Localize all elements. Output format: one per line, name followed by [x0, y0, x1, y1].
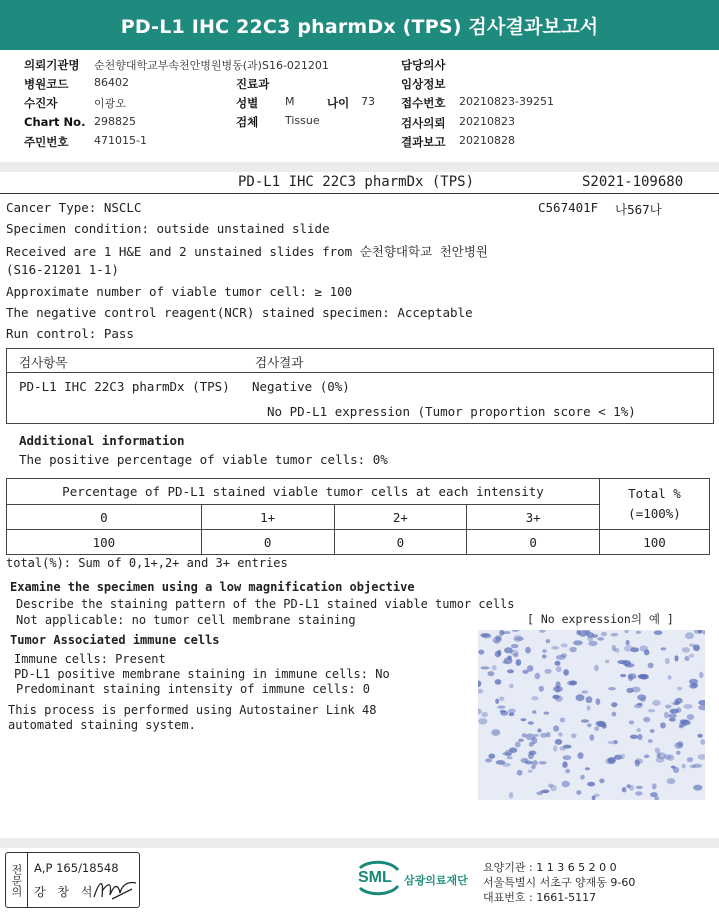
cell-nucleus [635, 791, 643, 795]
total-header-1: Total % [628, 486, 681, 501]
cell-nucleus [664, 712, 669, 719]
cell-nucleus [563, 755, 572, 760]
val-3plus: 0 [467, 530, 600, 555]
cell-nucleus [594, 665, 599, 671]
table-row [7, 530, 710, 555]
examine-heading: Examine the specimen using a low magnification objective [10, 580, 415, 594]
cell-nucleus [478, 689, 483, 694]
cell-nucleus [586, 696, 593, 703]
cell-nucleus [657, 752, 661, 758]
result-note: No PD-L1 expression (Tumor proportion score < 1%) [267, 404, 636, 419]
cell-nucleus [682, 647, 690, 653]
image-caption: [ No expression의 예 ] [527, 612, 674, 626]
additional-info [19, 433, 388, 467]
cell-nucleus [622, 787, 627, 793]
report-date-label: 결과보고 [401, 135, 446, 149]
cell-nucleus [605, 660, 609, 664]
val-2plus: 0 [334, 530, 467, 555]
cell-nucleus [569, 680, 577, 685]
cell-nucleus [668, 675, 672, 679]
report-date-value: 20210828 [459, 134, 515, 147]
cell-nucleus [637, 728, 641, 732]
cell-nucleus [531, 696, 538, 700]
cell-nucleus [687, 757, 693, 762]
cell-nucleus [699, 672, 703, 678]
cell-nucleus [539, 630, 546, 633]
cell-nucleus [648, 709, 655, 712]
cell-nucleus [562, 781, 570, 787]
cell-nucleus [601, 632, 607, 636]
cell-nucleus [560, 718, 566, 723]
cell-nucleus [495, 679, 502, 685]
cell-nucleus [650, 792, 658, 797]
cell-nucleus [665, 705, 672, 709]
lab-info [483, 860, 635, 905]
cell-nucleus [542, 649, 547, 653]
cell-nucleus [512, 630, 520, 632]
cell-nucleus [576, 790, 581, 795]
cell-nucleus [558, 732, 563, 736]
cell-nucleus [580, 775, 585, 780]
cell-nucleus [555, 739, 562, 745]
cell-nucleus [668, 714, 677, 719]
cell-nucleus [546, 639, 550, 643]
examine-line-2: Not applicable: no tumor cell membrane staining [16, 613, 356, 627]
dept-label: 진료과 [236, 77, 270, 91]
cell-nucleus [485, 758, 492, 762]
table-footnote: total(%): Sum of 0,1+,2+ and 3+ entries [6, 556, 288, 570]
cell-nucleus [587, 705, 591, 710]
cell-nucleus [625, 663, 635, 667]
cell-nucleus [497, 706, 506, 709]
cell-nucleus [499, 697, 504, 702]
cell-nucleus [629, 720, 634, 724]
val-1plus: 0 [201, 530, 334, 555]
code-label: 병원코드 [24, 77, 69, 91]
immune-line-2: PD-L1 positive membrane staining in immune cells: No [14, 667, 390, 681]
cell-nucleus [597, 637, 604, 641]
id-label: 주민번호 [24, 135, 69, 149]
chart-label: Chart No. [24, 115, 86, 129]
cell-nucleus [671, 766, 676, 769]
cell-nucleus [553, 725, 559, 731]
cell-nucleus [700, 739, 705, 745]
cell-nucleus [481, 712, 488, 717]
cell-nucleus [487, 671, 494, 676]
cell-nucleus [643, 717, 650, 722]
cell-nucleus [611, 633, 619, 637]
cell-nucleus [667, 778, 676, 784]
cell-nucleus [482, 634, 492, 639]
receipt-label: 접수번호 [401, 96, 446, 110]
additional-text: The positive percentage of viable tumor cells: 0% [19, 452, 388, 467]
col-1plus: 1+ [201, 505, 334, 530]
report-header [0, 0, 719, 50]
lab-address: 서울특별시 서초구 양재동 9-60 [483, 876, 636, 889]
result-item: PD-L1 IHC 22C3 pharmDx (TPS) [19, 379, 230, 394]
result-header-row [7, 349, 713, 373]
immune-line-3: Predominant staining intensity of immune cells: 0 [16, 682, 371, 696]
cell-nucleus [497, 650, 501, 656]
ncr-status: The negative control reagent(NCR) stained specimen: Acceptable [6, 305, 473, 320]
cell-nucleus [625, 630, 629, 633]
lab-name: 삼광의료재단 [404, 874, 468, 887]
result-header: 검사결과 [255, 355, 304, 370]
cell-nucleus [492, 665, 497, 670]
cell-nucleus [499, 630, 504, 636]
cell-nucleus [630, 735, 638, 739]
cell-nucleus [671, 702, 677, 705]
cell-nucleus [521, 758, 529, 763]
test-number: S2021-109680 [582, 174, 684, 190]
cell-nucleus [528, 721, 534, 725]
cell-nucleus [509, 712, 515, 716]
additional-heading: Additional information [19, 433, 185, 448]
cell-nucleus [675, 655, 679, 661]
cell-nucleus [510, 650, 519, 656]
cell-nucleus [561, 643, 568, 647]
cell-nucleus [534, 734, 539, 737]
patient-info [0, 52, 719, 160]
cell-nucleus [613, 740, 618, 744]
cell-nucleus [507, 756, 513, 759]
ref-code-2: 나567나 [615, 202, 662, 217]
cell-nucleus [637, 703, 643, 706]
cell-nucleus [551, 646, 559, 650]
cell-nucleus [588, 641, 597, 646]
cell-nucleus [532, 710, 536, 713]
tumor-cell-count: Approximate number of viable tumor cell: ≥ 100 [6, 284, 353, 299]
cell-nucleus [571, 733, 577, 738]
process-line-2: automated staining system. [8, 718, 196, 732]
doctor-label: 담당의사 [401, 58, 446, 72]
cell-nucleus [562, 762, 568, 769]
cell-nucleus [626, 640, 630, 645]
cell-nucleus [495, 699, 499, 704]
patient-value: 이광오 [94, 97, 126, 110]
cell-nucleus [674, 742, 682, 749]
cell-nucleus [687, 714, 695, 720]
cell-nucleus [576, 694, 585, 701]
test-line [0, 172, 719, 194]
cell-nucleus [698, 754, 706, 760]
cell-nucleus [515, 742, 521, 748]
cell-nucleus [636, 786, 643, 789]
total-header [600, 479, 710, 530]
cell-nucleus [480, 666, 489, 669]
item-header: 검사항목 [19, 355, 68, 370]
immune-heading: Tumor Associated immune cells [10, 633, 220, 647]
cell-nucleus [585, 767, 590, 770]
cell-nucleus [670, 709, 679, 714]
cell-nucleus [559, 746, 566, 750]
cell-nucleus [693, 645, 700, 652]
cell-nucleus [478, 709, 482, 714]
cell-nucleus [535, 673, 541, 680]
cell-nucleus [589, 734, 594, 741]
cell-nucleus [550, 785, 556, 792]
examine-line-1: Describe the staining pattern of the PD-L1 stained viable tumor cells [16, 597, 515, 611]
specimen-value: Tissue [285, 114, 320, 127]
cell-nucleus [626, 688, 633, 693]
cell-nucleus [640, 645, 649, 651]
cell-nucleus [540, 733, 547, 738]
sex-value: M [285, 95, 295, 108]
cell-nucleus [491, 729, 500, 736]
val-total: 100 [600, 530, 710, 555]
process-line-1: This process is performed using Autostainer Link 48 [8, 703, 377, 717]
cell-nucleus [635, 760, 640, 767]
lab-phone: 대표번호 : 1661-5117 [483, 891, 597, 904]
cell-nucleus [587, 723, 592, 727]
cell-nucleus [599, 779, 604, 784]
cell-nucleus [536, 791, 543, 795]
cell-nucleus [578, 752, 584, 759]
cell-nucleus [683, 704, 692, 709]
cell-nucleus [684, 656, 689, 661]
cell-nucleus [522, 733, 527, 737]
cell-nucleus [669, 718, 676, 722]
cell-nucleus [529, 751, 537, 756]
cell-nucleus [608, 687, 616, 690]
cell-nucleus [505, 750, 513, 757]
cell-nucleus [676, 751, 680, 755]
result-box [6, 348, 714, 424]
cell-nucleus [697, 734, 702, 738]
specimen-condition: Specimen condition: outside unstained slide [6, 221, 330, 236]
cell-nucleus [703, 630, 705, 634]
cell-nucleus [553, 686, 563, 692]
cell-nucleus [612, 645, 616, 651]
cell-nucleus [655, 748, 661, 753]
cell-nucleus [685, 632, 694, 639]
clinical-label: 임상정보 [401, 77, 446, 91]
cell-nucleus [478, 650, 484, 655]
cell-nucleus [582, 690, 589, 693]
cell-nucleus [665, 658, 670, 664]
report-title: PD-L1 IHC 22C3 pharmDx (TPS) 검사결과보고서 [120, 15, 599, 38]
received-slides: Received are 1 H&E and 2 unstained slides from 순천향대학교 천안병원 [6, 244, 488, 259]
cell-nucleus [682, 764, 686, 769]
cell-nucleus [553, 745, 557, 752]
logo-text: SML [358, 869, 392, 886]
cell-nucleus [539, 686, 544, 692]
hospital-value: 순천향대학교부속천안병원병동(과)S16-021201 [94, 59, 329, 72]
signature-role-text: 전문의 [10, 863, 23, 897]
id-value: 471015-1 [94, 134, 147, 147]
cell-nucleus [543, 712, 549, 715]
cell-nucleus [517, 770, 523, 776]
cell-nucleus [698, 705, 705, 710]
code-value: 86402 [94, 76, 129, 89]
cell-nucleus [507, 656, 512, 661]
cell-nucleus [532, 760, 538, 765]
cell-nucleus [525, 647, 531, 654]
cell-nucleus [522, 670, 529, 674]
cell-nucleus [624, 645, 634, 651]
cell-nucleus [654, 630, 663, 635]
run-control: Run control: Pass [6, 326, 134, 341]
cell-nucleus [637, 734, 642, 740]
cell-nucleus [532, 737, 537, 744]
age-value: 73 [361, 95, 375, 108]
cell-nucleus [488, 754, 495, 759]
cell-nucleus [661, 647, 667, 650]
cell-nucleus [587, 782, 595, 787]
cell-nucleus [531, 765, 536, 769]
cell-nucleus [677, 687, 682, 691]
cell-nucleus [698, 700, 705, 705]
ihc-stain-image [478, 630, 705, 800]
footer-band [0, 838, 719, 848]
received-ref: (S16-21201 1-1) [6, 262, 119, 277]
cell-nucleus [620, 674, 626, 677]
val-0: 100 [7, 530, 202, 555]
cell-nucleus [617, 660, 627, 664]
receipt-value: 20210823-39251 [459, 95, 554, 108]
cell-nucleus [650, 729, 655, 733]
age-label: 나이 [327, 96, 350, 110]
cell-nucleus [555, 661, 561, 666]
cell-nucleus [612, 712, 617, 717]
test-name: PD-L1 IHC 22C3 pharmDx (TPS) [238, 174, 475, 190]
result-value: Negative (0%) [252, 379, 350, 394]
divider-band [0, 162, 719, 172]
cell-nucleus [478, 681, 481, 687]
cell-nucleus [509, 684, 514, 688]
cell-nucleus [528, 770, 533, 773]
cell-nucleus [594, 726, 599, 731]
cell-nucleus [563, 669, 569, 676]
lab-logo [354, 858, 474, 898]
col-3plus: 3+ [467, 505, 600, 530]
cell-nucleus [556, 655, 566, 660]
cell-nucleus [648, 663, 654, 669]
signature-box [5, 852, 140, 908]
chart-value: 298825 [94, 115, 136, 128]
cell-nucleus [552, 695, 559, 699]
cell-nucleus [689, 683, 697, 688]
signature-ap: A,P 165/18548 [34, 861, 119, 875]
immune-line-1: Immune cells: Present [14, 652, 166, 666]
cell-nucleus [515, 637, 524, 641]
cell-nucleus [511, 644, 519, 648]
tissue-micrograph [478, 630, 705, 800]
table-row [7, 479, 710, 505]
cell-nucleus [573, 640, 583, 645]
specimen-label: 검체 [236, 115, 259, 129]
intensity-header: Percentage of PD-L1 stained viable tumor cells at each intensity [7, 479, 600, 505]
col-2plus: 2+ [334, 505, 467, 530]
cell-nucleus [569, 647, 576, 653]
cell-nucleus [640, 698, 645, 702]
cell-nucleus [507, 669, 514, 673]
cell-nucleus [597, 721, 607, 727]
cell-nucleus [518, 739, 524, 742]
cell-nucleus [629, 785, 634, 791]
intensity-table [6, 478, 710, 555]
cell-nucleus [644, 755, 649, 759]
request-label: 검사의뢰 [401, 116, 446, 130]
cell-nucleus [516, 659, 522, 666]
cell-nucleus [492, 637, 501, 644]
cancer-type: Cancer Type: NSCLC [6, 200, 142, 215]
cell-nucleus [693, 785, 702, 791]
cell-nucleus [500, 711, 508, 716]
cell-nucleus [693, 764, 703, 768]
cell-nucleus [478, 718, 487, 724]
handwritten-signature [92, 875, 138, 903]
col-0: 0 [7, 505, 202, 530]
cell-nucleus [538, 729, 542, 733]
cell-nucleus [689, 654, 695, 658]
ref-code-1: C567401F [538, 200, 599, 215]
cell-nucleus [614, 755, 622, 760]
lab-institution: 요양기관 : 1 1 3 6 5 2 0 0 [483, 861, 617, 874]
cell-nucleus [539, 761, 547, 764]
cell-nucleus [496, 760, 506, 765]
cell-nucleus [594, 794, 600, 797]
signature-name: 강 창 석 [34, 885, 97, 899]
cell-nucleus [581, 719, 589, 722]
patient-label: 수진자 [24, 96, 58, 110]
cell-nucleus [509, 792, 513, 798]
request-value: 20210823 [459, 115, 515, 128]
cell-nucleus [652, 700, 660, 706]
cell-nucleus [652, 783, 657, 789]
cell-nucleus [628, 673, 637, 679]
cell-nucleus [545, 669, 552, 674]
cell-nucleus [660, 722, 666, 728]
signature-role [6, 853, 28, 907]
cell-nucleus [521, 718, 527, 721]
cell-nucleus [596, 698, 601, 705]
cell-nucleus [680, 719, 689, 723]
sex-label: 성별 [236, 96, 259, 110]
cell-nucleus [636, 631, 641, 634]
cell-nucleus [556, 666, 562, 672]
cell-nucleus [576, 630, 580, 635]
total-header-2: (=100%) [628, 506, 681, 521]
cell-nucleus [565, 769, 570, 773]
hospital-label: 의뢰기관명 [24, 58, 80, 72]
cell-nucleus [611, 702, 617, 707]
cell-nucleus [542, 654, 547, 658]
cell-nucleus [648, 739, 653, 743]
cell-nucleus [638, 674, 648, 679]
